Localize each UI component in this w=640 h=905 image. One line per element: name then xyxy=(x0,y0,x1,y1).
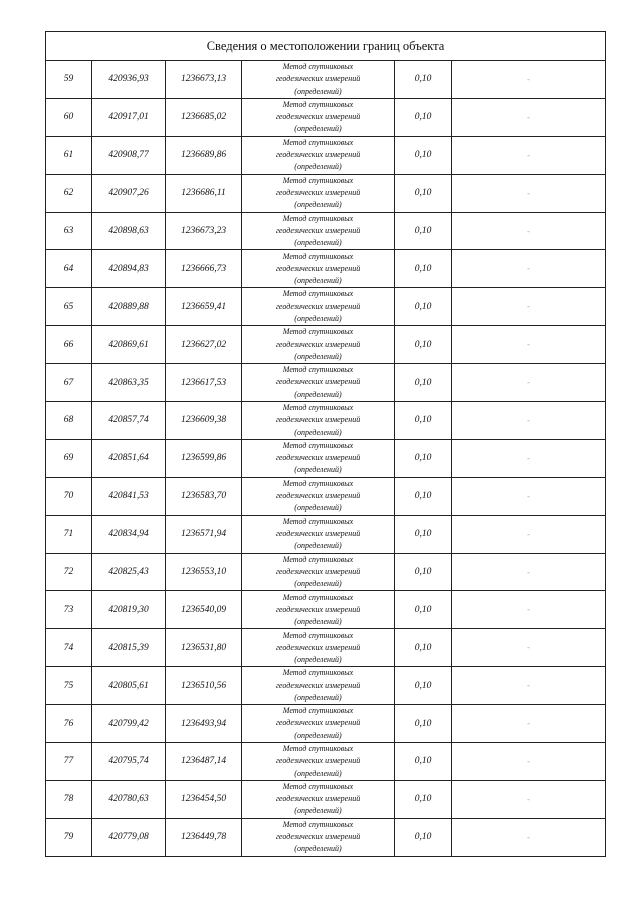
method-line: Метод спутниковых xyxy=(282,137,354,147)
coord-x-cell: 420834,94 xyxy=(92,515,166,553)
method-line: геодезических измерений xyxy=(275,491,361,501)
coord-x-cell: 420795,74 xyxy=(92,743,166,781)
coord-y-cell: 1236609,38 xyxy=(166,402,242,440)
method-line: (определений) xyxy=(294,427,342,437)
coord-y-cell: 1236531,80 xyxy=(166,629,242,667)
coord-y-cell: 1236685,02 xyxy=(166,98,242,136)
method-line: (определений) xyxy=(294,503,342,513)
accuracy-cell: 0,10 xyxy=(395,705,452,743)
method-line: геодезических измерений xyxy=(275,188,361,198)
description-cell: - xyxy=(452,212,606,250)
coord-y-cell: 1236666,73 xyxy=(166,250,242,288)
method-line: (определений) xyxy=(294,541,342,551)
coord-y-cell: 1236571,94 xyxy=(166,515,242,553)
coord-y-cell: 1236540,09 xyxy=(166,591,242,629)
method-cell xyxy=(242,61,395,99)
coord-y-cell: 1236599,86 xyxy=(166,439,242,477)
table-row xyxy=(46,402,606,440)
method-line: (определений) xyxy=(294,617,342,627)
point-number-cell: 61 xyxy=(46,136,92,174)
description-cell: - xyxy=(452,364,606,402)
coord-x-cell: 420936,93 xyxy=(92,61,166,99)
method-cell xyxy=(242,515,395,553)
method-line: (определений) xyxy=(294,389,342,399)
description-cell: - xyxy=(452,667,606,705)
method-line: геодезических измерений xyxy=(275,642,361,652)
point-number-cell: 60 xyxy=(46,98,92,136)
coord-x-cell: 420908,77 xyxy=(92,136,166,174)
method-line: (определений) xyxy=(294,465,342,475)
method-line: (определений) xyxy=(294,768,342,778)
point-number-cell: 71 xyxy=(46,515,92,553)
accuracy-cell: 0,10 xyxy=(395,780,452,818)
description-cell: - xyxy=(452,250,606,288)
coord-x-cell: 420819,30 xyxy=(92,591,166,629)
coord-x-cell: 420917,01 xyxy=(92,98,166,136)
accuracy-cell: 0,10 xyxy=(395,515,452,553)
method-line: Метод спутниковых xyxy=(282,706,354,716)
coord-y-cell: 1236673,23 xyxy=(166,212,242,250)
point-number-cell: 78 xyxy=(46,780,92,818)
accuracy-cell: 0,10 xyxy=(395,439,452,477)
point-number-cell: 59 xyxy=(46,61,92,99)
point-number-cell: 79 xyxy=(46,818,92,856)
method-cell xyxy=(242,591,395,629)
method-line: Метод спутниковых xyxy=(282,100,354,110)
method-line: геодезических измерений xyxy=(275,529,361,539)
point-number-cell: 74 xyxy=(46,629,92,667)
method-cell xyxy=(242,174,395,212)
coord-y-cell: 1236487,14 xyxy=(166,743,242,781)
point-number-cell: 76 xyxy=(46,705,92,743)
coord-y-cell: 1236493,94 xyxy=(166,705,242,743)
coord-y-cell: 1236627,02 xyxy=(166,326,242,364)
description-cell: - xyxy=(452,477,606,515)
accuracy-cell: 0,10 xyxy=(395,250,452,288)
method-line: геодезических измерений xyxy=(275,263,361,273)
description-cell: - xyxy=(452,98,606,136)
table-row xyxy=(46,667,606,705)
method-line: геодезических измерений xyxy=(275,756,361,766)
method-line: (определений) xyxy=(294,844,342,854)
table-row xyxy=(46,780,606,818)
coord-x-cell: 420779,08 xyxy=(92,818,166,856)
method-line: геодезических измерений xyxy=(275,453,361,463)
method-cell xyxy=(242,326,395,364)
description-cell: - xyxy=(452,439,606,477)
accuracy-cell: 0,10 xyxy=(395,743,452,781)
accuracy-cell: 0,10 xyxy=(395,591,452,629)
method-cell xyxy=(242,136,395,174)
method-line: геодезических измерений xyxy=(275,112,361,122)
description-cell: - xyxy=(452,743,606,781)
method-line: Метод спутниковых xyxy=(282,403,354,413)
table-row xyxy=(46,818,606,856)
description-cell: - xyxy=(452,705,606,743)
method-cell xyxy=(242,667,395,705)
method-line: (определений) xyxy=(294,86,342,96)
table-row xyxy=(46,212,606,250)
description-cell: - xyxy=(452,629,606,667)
method-line: Метод спутниковых xyxy=(282,175,354,185)
coord-x-cell: 420869,61 xyxy=(92,326,166,364)
accuracy-cell: 0,10 xyxy=(395,326,452,364)
accuracy-cell: 0,10 xyxy=(395,288,452,326)
accuracy-cell: 0,10 xyxy=(395,818,452,856)
coord-x-cell: 420799,42 xyxy=(92,705,166,743)
method-cell xyxy=(242,439,395,477)
table-row xyxy=(46,629,606,667)
method-line: геодезических измерений xyxy=(275,566,361,576)
table-row xyxy=(46,705,606,743)
coord-y-cell: 1236449,78 xyxy=(166,818,242,856)
accuracy-cell: 0,10 xyxy=(395,212,452,250)
coord-x-cell: 420851,64 xyxy=(92,439,166,477)
coord-x-cell: 420889,88 xyxy=(92,288,166,326)
coord-y-cell: 1236510,56 xyxy=(166,667,242,705)
method-cell xyxy=(242,98,395,136)
table-row xyxy=(46,743,606,781)
table-row xyxy=(46,364,606,402)
method-line: геодезических измерений xyxy=(275,794,361,804)
method-cell xyxy=(242,250,395,288)
description-cell: - xyxy=(452,553,606,591)
description-cell: - xyxy=(452,402,606,440)
point-number-cell: 63 xyxy=(46,212,92,250)
method-line: Метод спутниковых xyxy=(282,62,354,72)
coord-x-cell: 420841,53 xyxy=(92,477,166,515)
table-row xyxy=(46,250,606,288)
point-number-cell: 70 xyxy=(46,477,92,515)
method-line: (определений) xyxy=(294,238,342,248)
method-line: геодезических измерений xyxy=(275,718,361,728)
coord-y-cell: 1236454,50 xyxy=(166,780,242,818)
description-cell: - xyxy=(452,61,606,99)
coord-y-cell: 1236583,70 xyxy=(166,477,242,515)
point-number-cell: 73 xyxy=(46,591,92,629)
method-line: Метод спутниковых xyxy=(282,213,354,223)
point-number-cell: 75 xyxy=(46,667,92,705)
method-cell xyxy=(242,743,395,781)
accuracy-cell: 0,10 xyxy=(395,629,452,667)
table-title: Сведения о местоположении границ объекта xyxy=(46,32,606,61)
coord-y-cell: 1236686,11 xyxy=(166,174,242,212)
accuracy-cell: 0,10 xyxy=(395,98,452,136)
method-line: (определений) xyxy=(294,313,342,323)
point-number-cell: 68 xyxy=(46,402,92,440)
method-line: Метод спутниковых xyxy=(282,668,354,678)
method-cell xyxy=(242,212,395,250)
method-cell xyxy=(242,553,395,591)
table-row xyxy=(46,515,606,553)
method-line: (определений) xyxy=(294,692,342,702)
table-row xyxy=(46,61,606,99)
method-line: (определений) xyxy=(294,579,342,589)
table-row xyxy=(46,591,606,629)
table-row xyxy=(46,477,606,515)
method-cell xyxy=(242,288,395,326)
coord-y-cell: 1236617,53 xyxy=(166,364,242,402)
table-row xyxy=(46,174,606,212)
method-cell xyxy=(242,477,395,515)
coord-x-cell: 420907,26 xyxy=(92,174,166,212)
method-line: Метод спутниковых xyxy=(282,365,354,375)
accuracy-cell: 0,10 xyxy=(395,402,452,440)
method-line: Метод спутниковых xyxy=(282,592,354,602)
method-line: геодезических измерений xyxy=(275,225,361,235)
table-row xyxy=(46,136,606,174)
accuracy-cell: 0,10 xyxy=(395,364,452,402)
method-line: Метод спутниковых xyxy=(282,478,354,488)
table-row xyxy=(46,326,606,364)
point-number-cell: 65 xyxy=(46,288,92,326)
method-line: Метод спутниковых xyxy=(282,819,354,829)
method-line: Метод спутниковых xyxy=(282,554,354,564)
method-line: (определений) xyxy=(294,124,342,134)
method-line: (определений) xyxy=(294,654,342,664)
method-line: геодезических измерений xyxy=(275,680,361,690)
method-cell xyxy=(242,818,395,856)
method-line: (определений) xyxy=(294,162,342,172)
method-line: Метод спутниковых xyxy=(282,630,354,640)
coord-x-cell: 420805,61 xyxy=(92,667,166,705)
method-line: геодезических измерений xyxy=(275,74,361,84)
method-line: геодезических измерений xyxy=(275,301,361,311)
point-number-cell: 67 xyxy=(46,364,92,402)
description-cell: - xyxy=(452,780,606,818)
method-line: геодезических измерений xyxy=(275,377,361,387)
accuracy-cell: 0,10 xyxy=(395,174,452,212)
method-line: Метод спутниковых xyxy=(282,289,354,299)
method-line: (определений) xyxy=(294,351,342,361)
method-line: Метод спутниковых xyxy=(282,516,354,526)
table-row xyxy=(46,98,606,136)
boundary-points-table xyxy=(45,31,606,857)
table-row xyxy=(46,439,606,477)
point-number-cell: 77 xyxy=(46,743,92,781)
coord-x-cell: 420898,63 xyxy=(92,212,166,250)
accuracy-cell: 0,10 xyxy=(395,61,452,99)
point-number-cell: 64 xyxy=(46,250,92,288)
point-number-cell: 69 xyxy=(46,439,92,477)
table-row xyxy=(46,288,606,326)
coord-y-cell: 1236689,86 xyxy=(166,136,242,174)
method-line: геодезических измерений xyxy=(275,339,361,349)
method-line: Метод спутниковых xyxy=(282,327,354,337)
description-cell: - xyxy=(452,288,606,326)
coord-y-cell: 1236659,41 xyxy=(166,288,242,326)
coord-x-cell: 420894,83 xyxy=(92,250,166,288)
method-cell xyxy=(242,402,395,440)
method-line: геодезических измерений xyxy=(275,832,361,842)
method-line: геодезических измерений xyxy=(275,150,361,160)
method-line: (определений) xyxy=(294,276,342,285)
description-cell: - xyxy=(452,515,606,553)
method-line: (определений) xyxy=(294,200,342,210)
point-number-cell: 66 xyxy=(46,326,92,364)
table-row xyxy=(46,553,606,591)
method-line: (определений) xyxy=(294,806,342,816)
accuracy-cell: 0,10 xyxy=(395,667,452,705)
method-line: Метод спутниковых xyxy=(282,441,354,451)
description-cell: - xyxy=(452,591,606,629)
point-number-cell: 72 xyxy=(46,553,92,591)
coord-x-cell: 420815,39 xyxy=(92,629,166,667)
description-cell: - xyxy=(452,326,606,364)
accuracy-cell: 0,10 xyxy=(395,136,452,174)
method-cell xyxy=(242,780,395,818)
description-cell: - xyxy=(452,136,606,174)
description-cell: - xyxy=(452,818,606,856)
coord-y-cell: 1236553,10 xyxy=(166,553,242,591)
description-cell: - xyxy=(452,174,606,212)
method-cell xyxy=(242,629,395,667)
method-line: геодезических измерений xyxy=(275,415,361,425)
coord-x-cell: 420780,63 xyxy=(92,780,166,818)
coord-x-cell: 420863,35 xyxy=(92,364,166,402)
method-line: геодезических измерений xyxy=(275,604,361,614)
coord-x-cell: 420857,74 xyxy=(92,402,166,440)
method-line: Метод спутниковых xyxy=(282,251,354,261)
coord-x-cell: 420825,43 xyxy=(92,553,166,591)
point-number-cell: 62 xyxy=(46,174,92,212)
method-cell xyxy=(242,705,395,743)
accuracy-cell: 0,10 xyxy=(395,553,452,591)
method-line: (определений) xyxy=(294,730,342,740)
method-line: Метод спутниковых xyxy=(282,782,354,792)
method-cell xyxy=(242,364,395,402)
accuracy-cell: 0,10 xyxy=(395,477,452,515)
method-line: Метод спутниковых xyxy=(282,744,354,754)
coord-y-cell: 1236673,13 xyxy=(166,61,242,99)
